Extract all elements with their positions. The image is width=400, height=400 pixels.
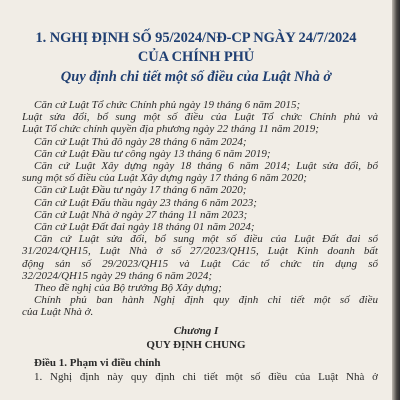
preamble-line: Theo đề nghị của Bộ trưởng Bộ Xây dựng; — [34, 282, 222, 294]
page-edge-shadow — [392, 0, 400, 400]
preamble-line: 32/2024/QH15 ngày 29 tháng 6 năm 2024; — [22, 269, 213, 282]
preamble-line: sung một số điều của Luật Xây dựng ngày 17 tháng 6 năm 2020; — [22, 172, 307, 185]
preamble-line: Căn cứ Luật Thủ đô ngày 28 tháng 6 năm 2024; — [34, 135, 247, 148]
preamble-line: Căn cứ Luật Đầu tư ngày 17 tháng 6 năm 2020; — [34, 184, 247, 197]
decree-issuer: CỦA CHÍNH PHỦ — [137, 49, 255, 65]
article-first-line: 1. Nghị định này quy định chi tiết một số điều của Luật Nhà ở — [34, 370, 378, 383]
article-title: Điều 1. Phạm vi điều chỉnh — [34, 356, 161, 369]
preamble-line: Căn cứ Luật Đầu tư công ngày 13 tháng 6 năm 2019; — [34, 147, 271, 160]
preamble-line: Luật sửa đổi, bổ sung một số điều của Luật Tổ chức Chính phủ và — [22, 111, 378, 124]
chapter-title: QUY ĐỊNH CHUNG — [146, 338, 246, 351]
preamble-line: động sản số 29/2023/QH15 và Luật Các tổ chức tín dụng số — [22, 257, 378, 270]
decree-title: 1. NGHỊ ĐỊNH SỐ 95/2024/NĐ-CP NGÀY 24/7/2024 — [35, 30, 357, 46]
chapter-label: Chương I — [173, 324, 219, 337]
preamble-line: Căn cứ Luật Đấu thầu ngày 23 tháng 6 năm 2023; — [34, 196, 257, 209]
preamble-line: Căn cứ Luật sửa đổi, bổ sung một số điều của Luật Đất đai số — [34, 233, 378, 246]
preamble-line: Căn cứ Luật Xây dựng ngày 18 tháng 6 năm 2014; Luật sửa đổi, bổ — [34, 160, 378, 172]
preamble-line: Chính phủ ban hành Nghị định quy định chi tiết một số điều — [34, 294, 378, 307]
preamble-line: Căn cứ Luật Nhà ở ngày 27 tháng 11 năm 2023; — [34, 208, 248, 221]
preamble-line: 31/2024/QH15, Luật Nhà ở số 27/2023/QH15, Luật Kinh doanh bất — [22, 245, 378, 258]
decree-subtitle: Quy định chi tiết một số điều của Luật Nhà ở — [60, 69, 332, 85]
preamble-line: Căn cứ Luật Tổ chức Chính phủ ngày 19 tháng 6 năm 2015; — [34, 99, 301, 111]
preamble-line: của Luật Nhà ở. — [22, 306, 94, 319]
preamble-line: Căn cứ Luật Đất đai ngày 18 tháng 01 năm 2024; — [34, 221, 255, 233]
preamble-line: Luật Tổ chức chính quyền địa phương ngày 22 tháng 11 năm 2019; — [22, 123, 319, 136]
